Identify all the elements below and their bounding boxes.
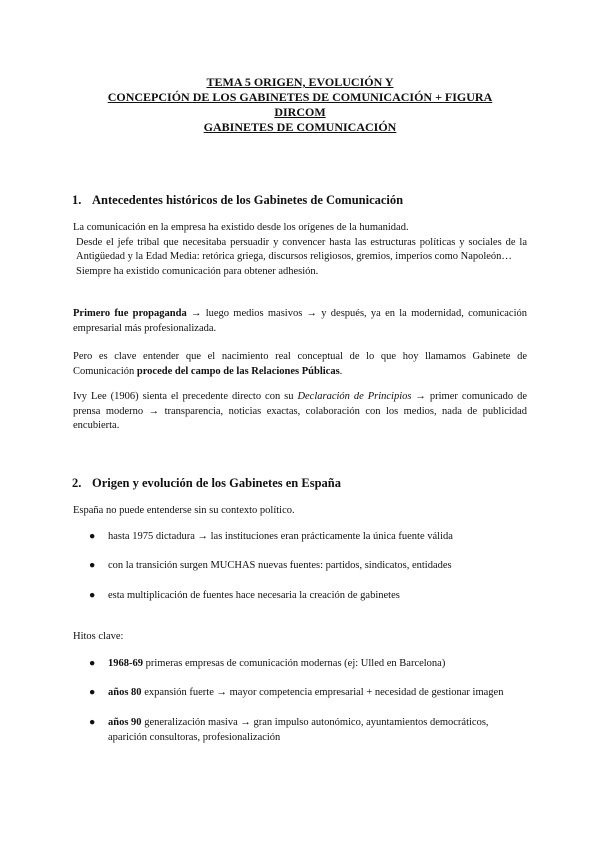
rrpp-end: . (339, 365, 343, 377)
paragraph-relaciones-publicas (73, 350, 527, 379)
origins-line-1: La comunicación en la empresa ha existido desde los orígenes de la humanidad. (73, 222, 409, 233)
list-item (89, 559, 528, 574)
section-1-title: Antecedentes históricos de los Gabinetes de Comunicación (92, 193, 404, 207)
paragraph-propaganda (73, 307, 527, 336)
propaganda-text: → luego medios masivos → y después, ya en la modernidad, comunicación empresarial más profesionalizada. (73, 308, 527, 334)
bullet-icon: ● (89, 531, 96, 542)
section-2-title: Origen y evolución de los Gabinetes en España (92, 476, 341, 490)
list-item (89, 686, 528, 701)
list-item-text: con la transición surgen MUCHAS nuevas fuentes: partidos, sindicatos, entidades (108, 560, 452, 571)
bullet-icon: ● (89, 590, 96, 601)
ivy-lee-end: → primer comunicado de prensa moderno → transparencia, noticias exactas, colaboración con los medios, nada de publicidad encubierta. (73, 391, 527, 431)
bullet-icon: ● (89, 687, 96, 698)
ivy-lee-italic: Declaración de Principios (297, 391, 412, 402)
bullet-icon: ● (89, 560, 96, 571)
document-title (60, 75, 540, 135)
section-1-heading (72, 193, 404, 208)
paragraph-ivy-lee (73, 390, 527, 434)
hito-year: años 90 (108, 717, 142, 728)
rrpp-bold: procede del campo de las Relaciones Públicas (136, 365, 340, 377)
hito-text: generalización masiva → gran impulso autonómico, ayuntamientos democráticos, aparición consultoras, profesionalización (108, 717, 489, 743)
list-item (89, 589, 528, 604)
title-line-4: GABINETES DE COMUNICACIÓN (203, 120, 397, 134)
propaganda-bold: Primero fue propaganda (73, 308, 187, 319)
list-item (89, 716, 528, 745)
hitos-label: Hitos clave: (73, 631, 124, 642)
section-1-number: 1. (72, 193, 82, 207)
origins-line-3: Siempre ha existido comunicación para obtener adhesión. (76, 265, 319, 277)
hito-text: primeras empresas de comunicación modernas (ej: Ulled en Barcelona) (143, 658, 446, 669)
hito-year: años 80 (108, 687, 142, 698)
origins-line-2: Desde el jefe tribal que necesitaba persuadir y convencer hasta las estructuras políticas y sociales de la Antigüedad y la Edad Media: retórica griega, discursos religiosos, gremios, imperios como Napoleón… (76, 236, 527, 262)
rrpp-text: Pero es clave entender que el nacimiento real conceptual de lo que hoy llamamos Gabinete de Comunicación (73, 351, 527, 377)
list-item-text: hasta 1975 dictadura → las instituciones eran prácticamente la única fuente válida (108, 531, 453, 542)
list-item (89, 657, 528, 672)
paragraph-origins (73, 221, 527, 279)
hito-text: expansión fuerte → mayor competencia empresarial + necesidad de gestionar imagen (141, 687, 504, 698)
ivy-lee-text: Ivy Lee (1906) sienta el precedente directo con su (73, 391, 298, 402)
title-line-3: DIRCOM (274, 105, 326, 119)
section-2-heading (72, 476, 341, 491)
list-item (89, 530, 528, 545)
title-line-1: TEMA 5 ORIGEN, EVOLUCIÓN Y (206, 75, 394, 89)
paragraph-spain-context: España no puede entenderse sin su contexto político. (73, 505, 295, 516)
section-2-number: 2. (72, 476, 82, 490)
hito-year: 1968-69 (108, 658, 143, 669)
title-line-2: CONCEPCIÓN DE LOS GABINETES DE COMUNICACIÓN + FIGURA (107, 90, 493, 104)
bullet-icon: ● (89, 717, 96, 728)
list-item-text: esta multiplicación de fuentes hace necesaria la creación de gabinetes (108, 590, 400, 601)
bullet-icon: ● (89, 658, 96, 669)
